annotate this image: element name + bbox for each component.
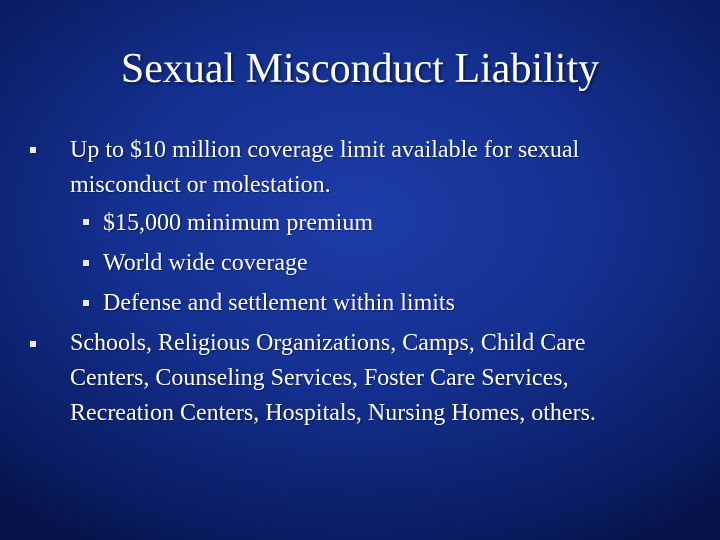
square-bullet-icon xyxy=(30,341,36,347)
slide-title: Sexual Misconduct Liability xyxy=(120,46,600,92)
bullet-text-line: Centers, Counseling Services, Foster Care Services, xyxy=(70,365,569,391)
sub-bullet-text: $15,000 minimum premium xyxy=(103,210,373,236)
sub-bullet-text: Defense and settlement within limits xyxy=(103,290,455,316)
sub-bullet-text: World wide coverage xyxy=(103,250,308,276)
bullet-text-line: Schools, Religious Organizations, Camps, Child Care xyxy=(70,330,586,356)
square-bullet-icon xyxy=(83,300,89,306)
bullet-text-line: Up to $10 million coverage limit available for sexual xyxy=(70,137,580,163)
bullet-text-line: misconduct or molestation. xyxy=(70,172,331,198)
square-bullet-icon xyxy=(83,219,89,225)
square-bullet-icon xyxy=(83,260,89,266)
square-bullet-icon xyxy=(30,147,36,153)
bullet-text-line: Recreation Centers, Hospitals, Nursing Homes, others. xyxy=(70,400,596,426)
